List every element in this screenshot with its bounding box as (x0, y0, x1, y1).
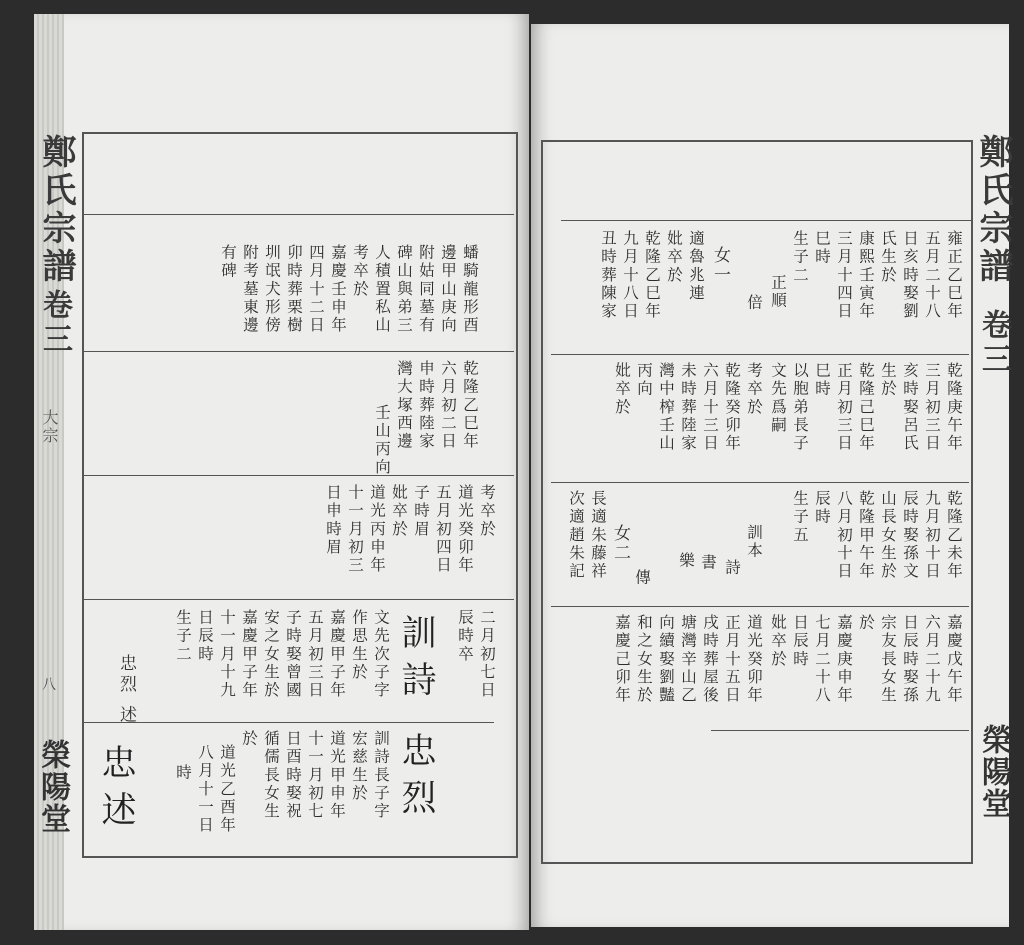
text-column: 乾隆癸卯年 (723, 362, 741, 453)
daughter-label: 女一 (710, 246, 730, 286)
branch-label: 大宗 (40, 409, 59, 445)
text-column: 邊甲山庚向 (439, 244, 457, 335)
text-column: 五月初三日 (306, 609, 324, 700)
text-column: 日酉時娶祝 (284, 730, 302, 821)
row-divider (561, 220, 971, 221)
child-name: 倍 (745, 294, 763, 313)
text-column: 宗友長女生 (879, 614, 897, 705)
text-column: 道光癸卯年 (456, 484, 474, 575)
text-column: 日申時眉 (324, 484, 342, 557)
text-column: 向續娶劉豔 (657, 614, 675, 705)
text-column: 十一月初七 (306, 730, 324, 821)
text-column: 五月二十八 (923, 230, 941, 321)
text-column: 丙向 (635, 362, 653, 399)
text-column: 康熙壬寅年 (857, 230, 875, 321)
text-column: 次適趙朱記 (567, 490, 585, 581)
text-column: 辰時卒 (456, 609, 474, 664)
text-column: 圳氓犬形傍 (263, 244, 281, 335)
text-column: 人積置私山 (373, 244, 391, 335)
row-divider (551, 354, 969, 355)
text-column: 長適朱藤祥 (589, 490, 607, 581)
text-column: 巳時 (813, 362, 831, 399)
text-column: 文先次子字 (372, 609, 390, 700)
text-column: 嘉慶己卯年 (613, 614, 631, 705)
text-column: 子時眉 (412, 484, 430, 539)
text-column: 日辰時 (196, 609, 214, 664)
text-column: 二月初七日 (478, 609, 496, 700)
text-column: 申時葬陸家 (417, 360, 435, 451)
row-divider (84, 599, 514, 600)
text-column: 十一月初三 (346, 484, 364, 575)
text-column: 日辰時娶孫 (901, 614, 919, 705)
text-column: 蟠騎龍形酉 (461, 244, 479, 335)
hall-name: 榮陽堂 (976, 724, 1011, 820)
text-column: 嘉慶甲子年 (240, 609, 258, 700)
text-column: 六月二十九 (923, 614, 941, 705)
text-column: 山長女生於 (879, 490, 897, 581)
text-column: 附姑同墓有 (417, 244, 435, 335)
text-column: 安之女生於 (262, 609, 280, 700)
son-names: 忠烈 述 (116, 654, 136, 727)
text-column: 道光甲申年 (328, 730, 346, 821)
text-column: 乾隆乙未年 (945, 490, 963, 581)
child-name: 正順 (769, 274, 787, 311)
row-divider (551, 482, 969, 483)
child-name: 傳 (633, 569, 651, 588)
text-column: 亥時娶呂氏 (901, 362, 919, 453)
text-column: 三月十四日 (835, 230, 853, 321)
text-column: 考卒於 (351, 244, 369, 299)
text-column: 六月十三日 (701, 362, 719, 453)
row-divider (84, 351, 514, 352)
person-name: 忠述 (96, 744, 136, 838)
book-title: 鄭氏宗譜 (36, 134, 76, 286)
text-column: 道光丙申年 (368, 484, 386, 575)
volume-label: 卷三 (37, 289, 72, 357)
text-column: 七月二十八 (813, 614, 831, 705)
text-column: 日亥時娶劉 (901, 230, 919, 321)
text-column: 嘉慶庚申年 (835, 614, 853, 705)
text-column: 附考墓東邊 (241, 244, 259, 335)
text-column: 八月初十日 (835, 490, 853, 581)
row-divider (84, 475, 514, 476)
page-number: 八 (42, 677, 56, 693)
text-column: 於 (857, 614, 875, 633)
text-column: 乾隆乙巳年 (643, 230, 661, 321)
text-column: 卯時葬栗樹 (285, 244, 303, 335)
text-column: 塘灣辛山乙 (679, 614, 697, 705)
daughter-label: 女二 (610, 524, 630, 564)
text-column: 妣卒於 (769, 614, 787, 669)
text-column: 四月十二日 (307, 244, 325, 335)
text-column: 道光癸卯年 (745, 614, 763, 705)
text-column: 壬山丙向 (373, 404, 391, 477)
text-column: 嘉慶壬申年 (329, 244, 347, 335)
text-column: 生子二 (791, 230, 809, 285)
text-column: 作思生於 (350, 609, 368, 682)
text-column: 道光乙酉年 (218, 744, 236, 835)
text-column: 宏慈生於 (350, 730, 368, 803)
person-name: 忠烈 (396, 732, 436, 826)
text-column: 乾隆甲午年 (857, 490, 875, 581)
volume-label: 卷三 (976, 309, 1011, 377)
child-name: 詩 (723, 559, 741, 578)
text-column: 丑時葬陳家 (599, 230, 617, 321)
book-title: 鄭氏宗譜 (973, 134, 1013, 286)
text-column: 辰時娶孫文 (901, 490, 919, 581)
text-column: 考卒於 (745, 362, 763, 417)
text-column: 妣卒於 (390, 484, 408, 539)
text-column: 灣大塚西邊 (395, 360, 413, 451)
text-column: 和之女生於 (635, 614, 653, 705)
text-column: 子時娶曾國 (284, 609, 302, 700)
text-column: 碑山與弟三 (395, 244, 413, 335)
row-divider (711, 730, 969, 731)
text-column: 辰時 (813, 490, 831, 527)
text-column: 妣卒於 (665, 230, 683, 285)
text-column: 時 (174, 764, 192, 783)
text-column: 雍正乙巳年 (945, 230, 963, 321)
text-column: 生子二 (174, 609, 192, 664)
right-page (531, 24, 1013, 927)
text-column: 灣中榨壬山 (657, 362, 675, 453)
row-divider (84, 214, 514, 215)
text-column: 文先爲嗣 (769, 362, 787, 435)
text-column: 有碑 (219, 244, 237, 281)
text-column: 循儒長女生 (262, 730, 280, 821)
text-column: 適魯兆連 (687, 230, 705, 303)
text-column: 巳時 (813, 230, 831, 267)
row-divider (84, 722, 494, 723)
text-column: 日辰時 (791, 614, 809, 669)
text-column: 三月初三日 (923, 362, 941, 453)
text-column: 正月十五日 (723, 614, 741, 705)
text-column: 以胞弟長子 (791, 362, 809, 453)
text-column: 乾隆庚午年 (945, 362, 963, 453)
person-name: 訓詩 (396, 614, 436, 708)
text-column: 生於 (879, 362, 897, 399)
text-column: 戌時葬屋後 (701, 614, 719, 705)
text-column: 九月初十日 (923, 490, 941, 581)
text-column: 訓詩長子字 (372, 730, 390, 821)
text-column: 考卒於 (478, 484, 496, 539)
text-column: 未時葬陸家 (679, 362, 697, 453)
text-column: 五月初四日 (434, 484, 452, 575)
hall-name: 榮陽堂 (35, 739, 70, 835)
text-column: 八月十一日 (196, 744, 214, 835)
child-name: 訓本 (745, 524, 763, 561)
text-column: 正月初三日 (835, 362, 853, 453)
text-column: 十一月十九 (218, 609, 236, 700)
left-page (34, 14, 529, 930)
text-column: 乾隆己巳年 (857, 362, 875, 453)
text-column: 乾隆乙巳年 (461, 360, 479, 451)
text-column: 嘉慶戊午年 (945, 614, 963, 705)
text-column: 九月十八日 (621, 230, 639, 321)
child-name: 書 (699, 554, 717, 573)
row-divider (551, 606, 969, 607)
text-column: 氏生於 (879, 230, 897, 285)
text-column: 妣卒於 (613, 362, 631, 417)
text-column: 於 (240, 730, 258, 749)
text-column: 生子五 (791, 490, 809, 545)
child-name: 樂 (677, 552, 695, 571)
text-column: 嘉慶甲子年 (328, 609, 346, 700)
text-column: 六月初二日 (439, 360, 457, 451)
